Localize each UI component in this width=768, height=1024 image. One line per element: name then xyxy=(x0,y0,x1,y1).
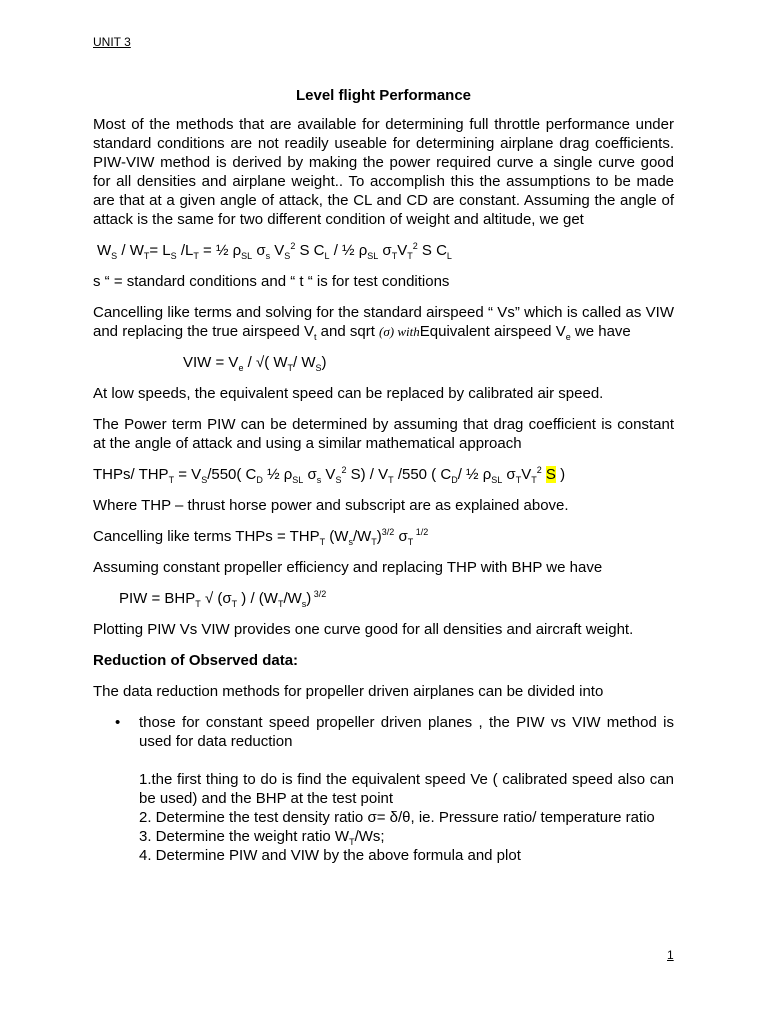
condition-definitions: s “ = standard conditions and “ t “ is for test conditions xyxy=(93,273,450,290)
bullet-icon: • xyxy=(115,714,121,731)
step-3: 3. Determine the weight ratio $W_T/Ws$; xyxy=(139,828,385,847)
unit-header: UNIT 3 xyxy=(93,35,131,49)
viw-equation: VIW = $V_e$ / √( $W_T/$ $W_S$) xyxy=(183,354,327,373)
list-item xyxy=(115,713,674,865)
thps-equation: Cancelling like terms THPs = $THP_T$ $(W_s/W_T)^{3/2}$ $\sigma_T$ $^{1/2}$ xyxy=(93,527,429,547)
page-number: 1 xyxy=(667,948,674,962)
sigma-formula: (σ) with xyxy=(379,324,420,339)
intro-paragraph: Most of the methods that are available for determining full throttle performance under standard conditions are not readily useable for determining airplane drag coefficients. PIW-VIW method is derived by making the power required curve a single curve good for all densities and airplane weight.. To accomplish this the assumptions to be made are that at a given angle of attack, the CL and CD are constant. Assuming the angle of attack is the same for two different condition of weight and altitude, we get xyxy=(93,116,674,228)
viw-derivation-paragraph: Cancelling like terms and solving for the standard airspeed “ Vs” which is called as VIW and replacing the true airspeed $V_t$ and sqrt (σ) withEquivalent airspeed $V_e$ we have xyxy=(93,304,674,342)
thp-ratio-equation: THPs/ $THP_T = V_S/550$( $C_D$ ½ $\rho_{SL}$ $\sigma_s$ $V_S^2$ $S) / V_T$ /550 ( $C_D/$ ½ $\rho_{SL}$ $\sigma_TV_T^2$ S ) xyxy=(93,465,566,485)
page-title: Level flight Performance xyxy=(295,87,472,104)
steps-list xyxy=(139,770,674,865)
step-1: 1.the first thing to do is find the equivalent speed Ve ( calibrated speed also can be used) and the BHP at the test point xyxy=(139,771,674,807)
bhp-assumption: Assuming constant propeller efficiency and replacing THP with BHP we have xyxy=(93,559,603,576)
section-heading: Reduction of Observed data: xyxy=(93,652,299,669)
plotting-note: Plotting PIW Vs VIW provides one curve good for all densities and aircraft weight. xyxy=(93,621,634,638)
step-2: 2. Determine the test density ratio σ= δ/θ, ie. Pressure ratio/ temperature ratio xyxy=(139,809,655,826)
reduction-intro: The data reduction methods for propeller driven airplanes can be divided into xyxy=(93,683,604,700)
list-item-text: those for constant speed propeller driven planes , the PIW vs VIW method is used for data reduction xyxy=(139,714,674,750)
step-4: 4. Determine PIW and VIW by the above formula and plot xyxy=(139,847,521,864)
piw-equation: PIW = $BHP_T$ √ ($\sigma_T$ ) / $(W_T/W_s)$ $^{3/2}$ xyxy=(119,589,327,609)
reduction-list xyxy=(93,713,674,865)
page-content xyxy=(93,86,674,865)
highlighted-s: S xyxy=(545,466,556,483)
power-term-paragraph: The Power term PIW can be determined by assuming that drag coefficient is constant at the angle of attack and using a similar mathematical approach xyxy=(93,416,674,452)
thp-definition: Where THP – thrust horse power and subscript are as explained above. xyxy=(93,497,569,514)
low-speed-note: At low speeds, the equivalent speed can be replaced by calibrated air speed. xyxy=(93,385,604,402)
weight-lift-equation: $W_S / W_T= L_S$ $/L_T$ = ½ $\rho_{SL}$ $\sigma_s$ $V_S^2$ S $C_L$ / ½ $\rho_{SL}$ $\sigma_TV_T^2$ S $C_L$ xyxy=(97,241,452,261)
